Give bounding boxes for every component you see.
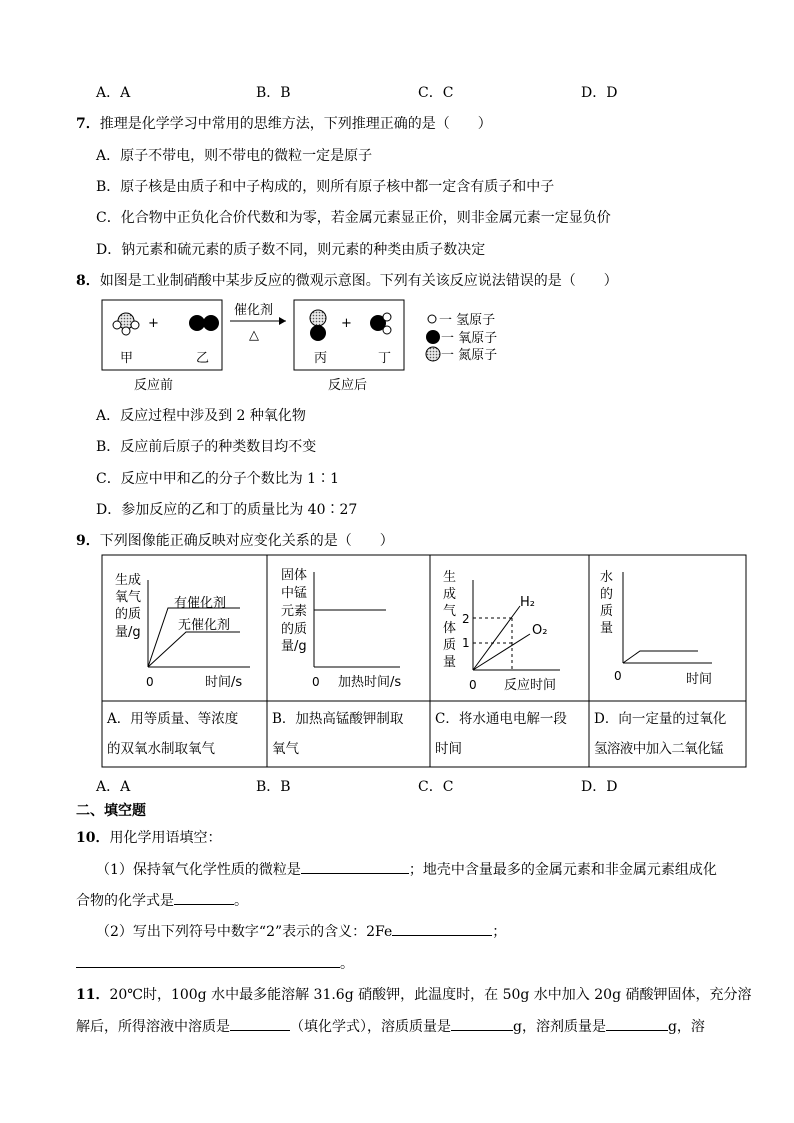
q9-caption-d-line1: D．向一定量的过氧化 [594,711,727,727]
label-jia: 甲 [120,351,134,366]
q9-option-a[interactable]: A．A [96,779,131,795]
graph-a-ylabel-3: 的质 [115,607,142,622]
q9-text: 下列图像能正确反映对应变化关系的是（ ） [99,533,394,549]
graph-b-ylabel-2: 中锰 [281,586,308,601]
catalyst-label: 催化剂 [234,303,274,318]
q10-p1-text-c: 合物的化学式是 [76,893,174,909]
q11-blank-3[interactable] [606,1016,668,1031]
q10-p2-text-b: ； [492,924,507,940]
q7-option-c[interactable]: C．化合物中正负化合价代数和为零，若金属元素显正价，则非金属元素一定显负价 [96,210,611,226]
legend [426,313,497,363]
q9-caption-a-line1: A．用等质量、等浓度 [107,711,239,727]
q10-p1-text-d: 。 [234,893,248,909]
q8-number: 8． [76,273,100,289]
q9-caption-a-line2: 的双氧水制取氧气 [107,741,215,757]
graph-d-xlabel: 时间 [686,672,713,687]
graph-a-ylabel-2: 氧气 [115,590,142,605]
graph-c-line-h2 [473,606,520,670]
q11-line2 [76,1016,705,1036]
q8-reaction-diagram [96,296,516,396]
q11-text-2c: g，溶剂质量是 [513,1019,606,1035]
q8-option-a[interactable]: A．反应过程中涉及到 2 种氧化物 [96,408,306,424]
q10-blank-1[interactable] [301,859,409,874]
graph-c-xlabel: 反应时间 [504,678,557,693]
q7-option-b[interactable]: B．原子核是由质子和中子构成的，则所有原子核中都一定含有质子和中子 [96,179,555,195]
graph-a-line-catalyst [148,608,240,667]
graph-d-origin: 0 [614,669,622,683]
q7-option-a[interactable]: A．原子不带电，则不带电的微粒一定是原子 [96,148,373,164]
graph-c-ylabel-5: 质 [443,638,457,653]
heat-symbol: △ [249,328,259,343]
q10-number: 10． [76,830,110,846]
q10-part2-line2 [76,953,354,973]
q7-text: 推理是化学学习中常用的思维方法，下列推理正确的是（ ） [99,116,492,132]
q10-part1-line2 [76,890,248,910]
graph-c-tick-1: 1 [462,636,470,650]
label-after: 反应后 [328,378,368,393]
q11-line1 [76,984,751,1004]
q9-option-b[interactable]: B．B [256,779,291,795]
q9-caption-c [435,704,587,764]
graph-d-line [623,651,698,663]
label-yi: 乙 [196,351,210,366]
q9-caption-c-line1: C．将水通电电解一段 [435,711,567,727]
graph-d-ylabel-3: 质 [600,604,614,619]
graph-a-ylabel-4: 量/g [115,625,141,640]
q9-caption-b [272,704,428,764]
q11-number: 11． [76,987,110,1003]
graph-c-ylabel-1: 生 [443,570,457,585]
graph-b-xlabel: 加热时间/s [338,675,402,690]
graph-b-ylabel-3: 元素 [281,604,308,619]
q11-text-1: 20℃时，100g 水中最多能溶解 31.6g 硝酸钾，此温度时，在 50g 水中加入 20g 硝酸钾固体，充分溶 [109,987,752,1003]
q8-stem [76,270,618,290]
q9-caption-c-line2: 时间 [435,741,462,757]
graph-b [281,567,401,690]
q8-option-b[interactable]: B．反应前后原子的种类数目均不变 [96,439,317,455]
q9-number: 9． [76,533,100,549]
graph-d [600,569,712,687]
legend-h: 一 氢原子 [439,313,496,328]
yi-molecule [189,315,219,331]
graph-d-ylabel-1: 水 [600,570,614,585]
q8-option-d[interactable]: D．参加反应的乙和丁的质量比为 40∶27 [96,502,358,518]
graph-c [443,569,560,693]
q10-blank-4[interactable] [76,953,340,968]
q10-stem [76,827,221,847]
q10-part2-line1 [96,921,506,941]
q10-part1-line1 [96,859,717,879]
q7-option-d[interactable]: D．钠元素和硫元素的质子数不同，则元素的种类由质子数决定 [96,242,486,258]
graph-d-ylabel-2: 的 [600,587,614,602]
graph-c-origin: 0 [469,678,477,692]
q6-option-a[interactable]: A．A [96,85,131,101]
q9-caption-d-line2: 氢溶液中加入二氧化锰 [594,741,723,757]
legend-o-icon [426,330,440,344]
ding-molecule [370,313,391,334]
graph-c-label-o2: O₂ [532,623,548,638]
q10-blank-2[interactable] [174,890,234,905]
q11-text-2b: （填化学式），溶质质量是 [290,1019,451,1035]
jia-molecule [113,313,139,335]
legend-o: 一 氧原子 [441,331,498,346]
graph-a [115,572,250,690]
graph-c-ylabel-2: 成 [443,587,457,602]
label-ding: 丁 [378,351,392,366]
graph-d-ylabel-4: 量 [600,621,614,636]
graph-c-ylabel-3: 气 [443,604,457,619]
section-title: 二、填空题 [76,803,146,819]
q11-blank-1[interactable] [230,1016,290,1031]
plus-sign-2: + [341,316,352,331]
q6-option-b[interactable]: B．B [256,85,291,101]
graph-a-xlabel: 时间/s [205,675,243,690]
q9-option-c[interactable]: C．C [418,779,454,795]
q10-p1-text-a: （1）保持氧气化学性质的微粒是 [96,862,301,878]
q7-number: 7． [76,116,100,132]
q11-text-2a: 解后，所得溶液中溶质是 [76,1019,230,1035]
q7-stem [76,113,492,133]
plus-sign: + [148,316,159,331]
q9-caption-a [107,704,265,764]
graph-b-origin: 0 [312,675,320,689]
graph-b-ylabel-1: 固体 [281,568,308,583]
q10-blank-3[interactable] [392,921,492,936]
legend-n: 一 氮原子 [441,348,498,363]
graph-c-ylabel-4: 体 [443,621,457,636]
bing-molecule [310,310,326,341]
graph-c-ylabel-6: 量 [443,655,457,670]
q9-caption-d [594,704,746,764]
q10-text: 用化学用语填空： [109,830,222,846]
graph-b-ylabel-4: 的质 [281,622,308,637]
q10-p2-text-c: 。 [340,956,354,972]
graph-a-ylabel-1: 生成 [115,573,142,588]
legend-h-icon [428,315,436,323]
graph-a-label-catalyst: 有催化剂 [174,596,227,611]
graph-c-label-h2: H₂ [520,595,535,610]
q11-text-2d: g，溶 [667,1019,705,1035]
q8-text: 如图是工业制硝酸中某步反应的微观示意图。下列有关该反应说法错误的是（ ） [99,273,618,289]
graph-a-line-no-catalyst [148,632,240,667]
arrow-head [279,317,286,325]
graph-b-ylabel-5: 量/g [281,639,307,654]
graph-c-tick-2: 2 [462,612,470,626]
q9-caption-b-line2: 氧气 [272,741,299,757]
graph-c-line-o2 [473,634,530,670]
q10-p2-text-a: （2）写出下列符号中数字“2”表示的含义：2Fe [96,924,393,940]
q8-option-c[interactable]: C．反应中甲和乙的分子个数比为 1∶1 [96,471,339,487]
q6-option-d[interactable]: D．D [581,85,618,101]
q6-option-c[interactable]: C．C [418,85,454,101]
q9-option-d[interactable]: D．D [581,779,618,795]
q9-stem [76,530,394,550]
graph-a-origin: 0 [146,675,154,689]
label-before: 反应前 [134,378,174,393]
graph-a-label-no-catalyst: 无催化剂 [178,618,231,633]
q9-caption-b-line1: B．加热高锰酸钾制取 [272,711,404,727]
legend-n-icon [426,347,440,361]
q11-blank-2[interactable] [451,1016,513,1031]
q10-p1-text-b: ；地壳中含量最多的金属元素和非金属元素组成化 [408,862,717,878]
label-bing: 丙 [314,351,328,366]
